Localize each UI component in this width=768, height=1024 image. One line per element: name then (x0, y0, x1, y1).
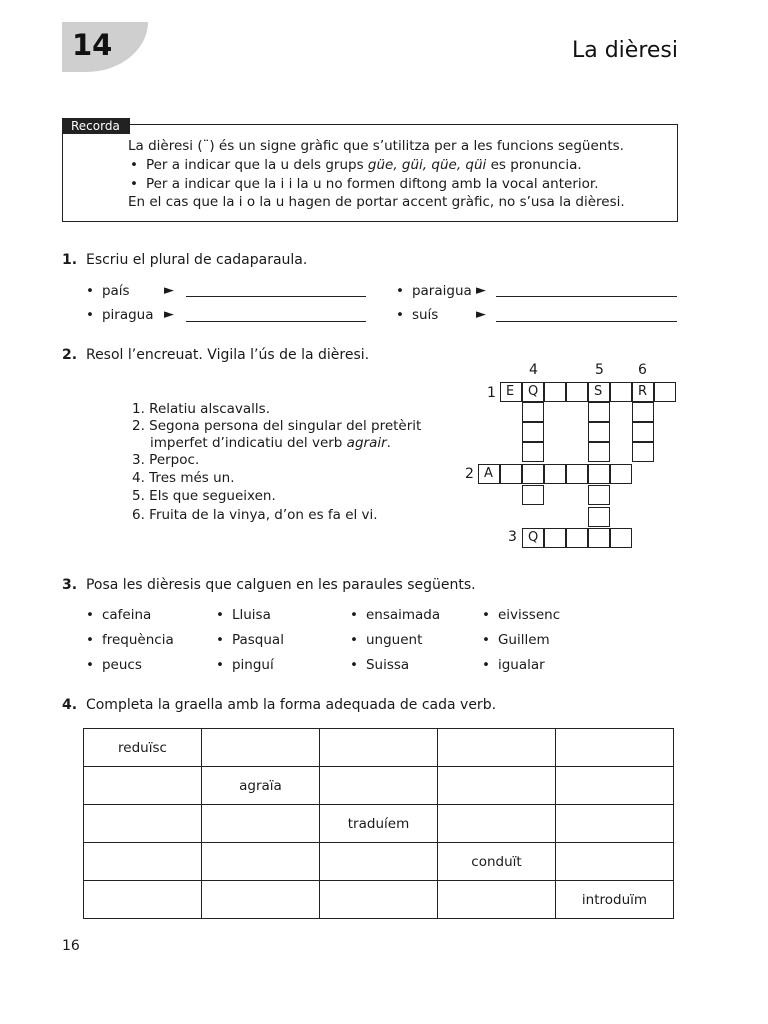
clue-6: 6. Fruita de la vinya, d’on es fa el vi. (132, 507, 378, 523)
arrow-icon: ► (476, 307, 486, 322)
ex1-item-piragua: • piragua (86, 307, 154, 323)
bullet-icon: • (350, 657, 358, 673)
table-cell[interactable] (438, 805, 556, 843)
bullet-icon: • (396, 307, 404, 323)
clue-2: 2. Segona persona del singular del pretèrit (132, 418, 422, 434)
clue-2-continued: imperfet d’indicatiu del verb agrair. (150, 435, 391, 451)
table-row (84, 767, 674, 805)
bullet-icon: • (86, 632, 94, 648)
ex3-word: • igualar (482, 657, 545, 673)
remember-bullet-1: • Per a indicar que la u dels grups güe, güi, qüe, qüi es pronuncia. (130, 157, 582, 173)
verb-table (83, 728, 674, 919)
table-cell[interactable] (320, 767, 438, 805)
crossword-number-2: 2 (465, 466, 474, 482)
crossword-cell[interactable] (544, 382, 566, 402)
ex3-word: • cafeina (86, 607, 152, 623)
table-cell: traduíem (320, 805, 438, 843)
table-cell[interactable] (556, 729, 674, 767)
crossword-cell[interactable] (544, 464, 566, 484)
crossword-cell[interactable] (566, 528, 588, 548)
table-cell[interactable] (202, 843, 320, 881)
ex3-word: • eivissenc (482, 607, 561, 623)
ex3-word: • ensaimada (350, 607, 441, 623)
ex3-word: • frequència (86, 632, 174, 648)
table-cell[interactable] (320, 843, 438, 881)
table-cell[interactable] (556, 767, 674, 805)
bullet-icon: • (86, 657, 94, 673)
crossword-cell[interactable] (632, 402, 654, 422)
crossword-cell[interactable] (632, 442, 654, 462)
bullet-icon: • (350, 632, 358, 648)
crossword-cell[interactable] (654, 382, 676, 402)
crossword-cell[interactable] (588, 422, 610, 442)
exercise-2-heading: 2. Resol l’encreuat. Vigila l’ús de la dièresi. (62, 347, 370, 363)
table-cell[interactable] (438, 767, 556, 805)
table-cell[interactable] (556, 805, 674, 843)
table-cell[interactable] (84, 881, 202, 919)
crossword-cell[interactable] (588, 528, 610, 548)
unit-number: 14 (72, 28, 113, 62)
table-cell[interactable] (556, 843, 674, 881)
table-cell: reduïsc (84, 729, 202, 767)
crossword-number-1: 1 (487, 385, 496, 401)
table-row (84, 843, 674, 881)
remember-intro: La dièresi (¨) és un signe gràfic que s’utilitza per a les funcions següents. (128, 138, 624, 154)
ex1-item-suis: • suís (396, 307, 439, 323)
table-cell[interactable] (202, 881, 320, 919)
crossword-cell[interactable] (588, 402, 610, 422)
ex3-word: • Suissa (350, 657, 410, 673)
crossword-cell[interactable] (522, 422, 544, 442)
remember-label: Recorda (62, 118, 130, 134)
page-title: La dièresi (571, 38, 678, 63)
crossword-cell[interactable]: Q (522, 382, 544, 402)
table-cell[interactable] (84, 805, 202, 843)
table-row (84, 805, 674, 843)
bullet-icon: • (482, 632, 490, 648)
crossword-number-6: 6 (638, 362, 647, 378)
crossword-cell[interactable] (500, 464, 522, 484)
clue-1: 1. Relatiu alscavalls. (132, 401, 271, 417)
crossword-cell[interactable] (588, 485, 610, 505)
clue-3: 3. Perpoc. (132, 452, 200, 468)
bullet-icon: • (350, 607, 358, 623)
crossword-cell[interactable] (632, 422, 654, 442)
bullet-icon: • (86, 283, 94, 299)
table-cell[interactable] (320, 729, 438, 767)
crossword-number-5: 5 (595, 362, 604, 378)
arrow-icon: ► (476, 283, 486, 298)
crossword-cell[interactable] (588, 464, 610, 484)
crossword-cell[interactable] (522, 464, 544, 484)
exercise-3-heading: 3. Posa les dièresis que calguen en les paraules següents. (62, 577, 476, 593)
table-cell[interactable] (320, 881, 438, 919)
crossword-cell[interactable] (610, 382, 632, 402)
bullet-icon: • (130, 176, 138, 192)
bullet-icon: • (216, 607, 224, 623)
ex1-item-pais: • país (86, 283, 130, 299)
table-cell[interactable] (84, 767, 202, 805)
table-cell[interactable] (438, 881, 556, 919)
crossword-cell[interactable]: S (588, 382, 610, 402)
crossword-cell[interactable] (544, 528, 566, 548)
crossword-number-3: 3 (508, 529, 517, 545)
remember-closing: En el cas que la i o la u hagen de portar accent gràfic, no s’usa la dièresi. (128, 194, 625, 210)
crossword-cell[interactable]: E (500, 382, 522, 402)
crossword-cell[interactable] (610, 464, 632, 484)
ex3-word: • Lluisa (216, 607, 271, 623)
table-row (84, 881, 674, 919)
bullet-icon: • (86, 607, 94, 623)
crossword-cell[interactable] (566, 464, 588, 484)
crossword-cell[interactable]: A (478, 464, 500, 484)
crossword-cell[interactable] (588, 442, 610, 462)
table-cell[interactable] (84, 843, 202, 881)
clue-5: 5. Els que segueixen. (132, 488, 276, 504)
arrow-icon: ► (164, 307, 174, 322)
bullet-icon: • (216, 632, 224, 648)
crossword-cell[interactable] (588, 507, 610, 527)
crossword-cell[interactable] (522, 442, 544, 462)
ex3-word: • unguent (350, 632, 423, 648)
bullet-icon: • (216, 657, 224, 673)
crossword-cell[interactable] (522, 485, 544, 505)
ex3-word: • Guillem (482, 632, 550, 648)
clue-4: 4. Tres més un. (132, 470, 235, 486)
bullet-icon: • (86, 307, 94, 323)
table-cell[interactable] (202, 805, 320, 843)
ex3-word: • peucs (86, 657, 142, 673)
table-cell[interactable] (438, 729, 556, 767)
table-row (84, 729, 674, 767)
arrow-icon: ► (164, 283, 174, 298)
ex3-word: • pinguí (216, 657, 274, 673)
crossword-cell[interactable]: R (632, 382, 654, 402)
remember-bullet-2: • Per a indicar que la i i la u no formen diftong amb la vocal anterior. (130, 176, 599, 192)
crossword-cell[interactable] (566, 382, 588, 402)
table-cell: conduït (438, 843, 556, 881)
bullet-icon: • (130, 157, 138, 173)
table-cell: introduïm (556, 881, 674, 919)
page-number: 16 (62, 938, 80, 954)
exercise-4-heading: 4. Completa la graella amb la forma adequada de cada verb. (62, 697, 497, 713)
bullet-icon: • (482, 657, 490, 673)
ex3-word: • Pasqual (216, 632, 284, 648)
crossword-cell[interactable] (522, 402, 544, 422)
bullet-icon: • (482, 607, 490, 623)
table-cell: agraïa (202, 767, 320, 805)
crossword-number-4: 4 (529, 362, 538, 378)
table-cell[interactable] (202, 729, 320, 767)
exercise-1-heading: 1. Escriu el plural de cadaparaula. (62, 252, 308, 268)
bullet-icon: • (396, 283, 404, 299)
crossword-cell[interactable] (610, 528, 632, 548)
ex1-item-paraigua: • paraigua (396, 283, 472, 299)
crossword-cell[interactable]: Q (522, 528, 544, 548)
